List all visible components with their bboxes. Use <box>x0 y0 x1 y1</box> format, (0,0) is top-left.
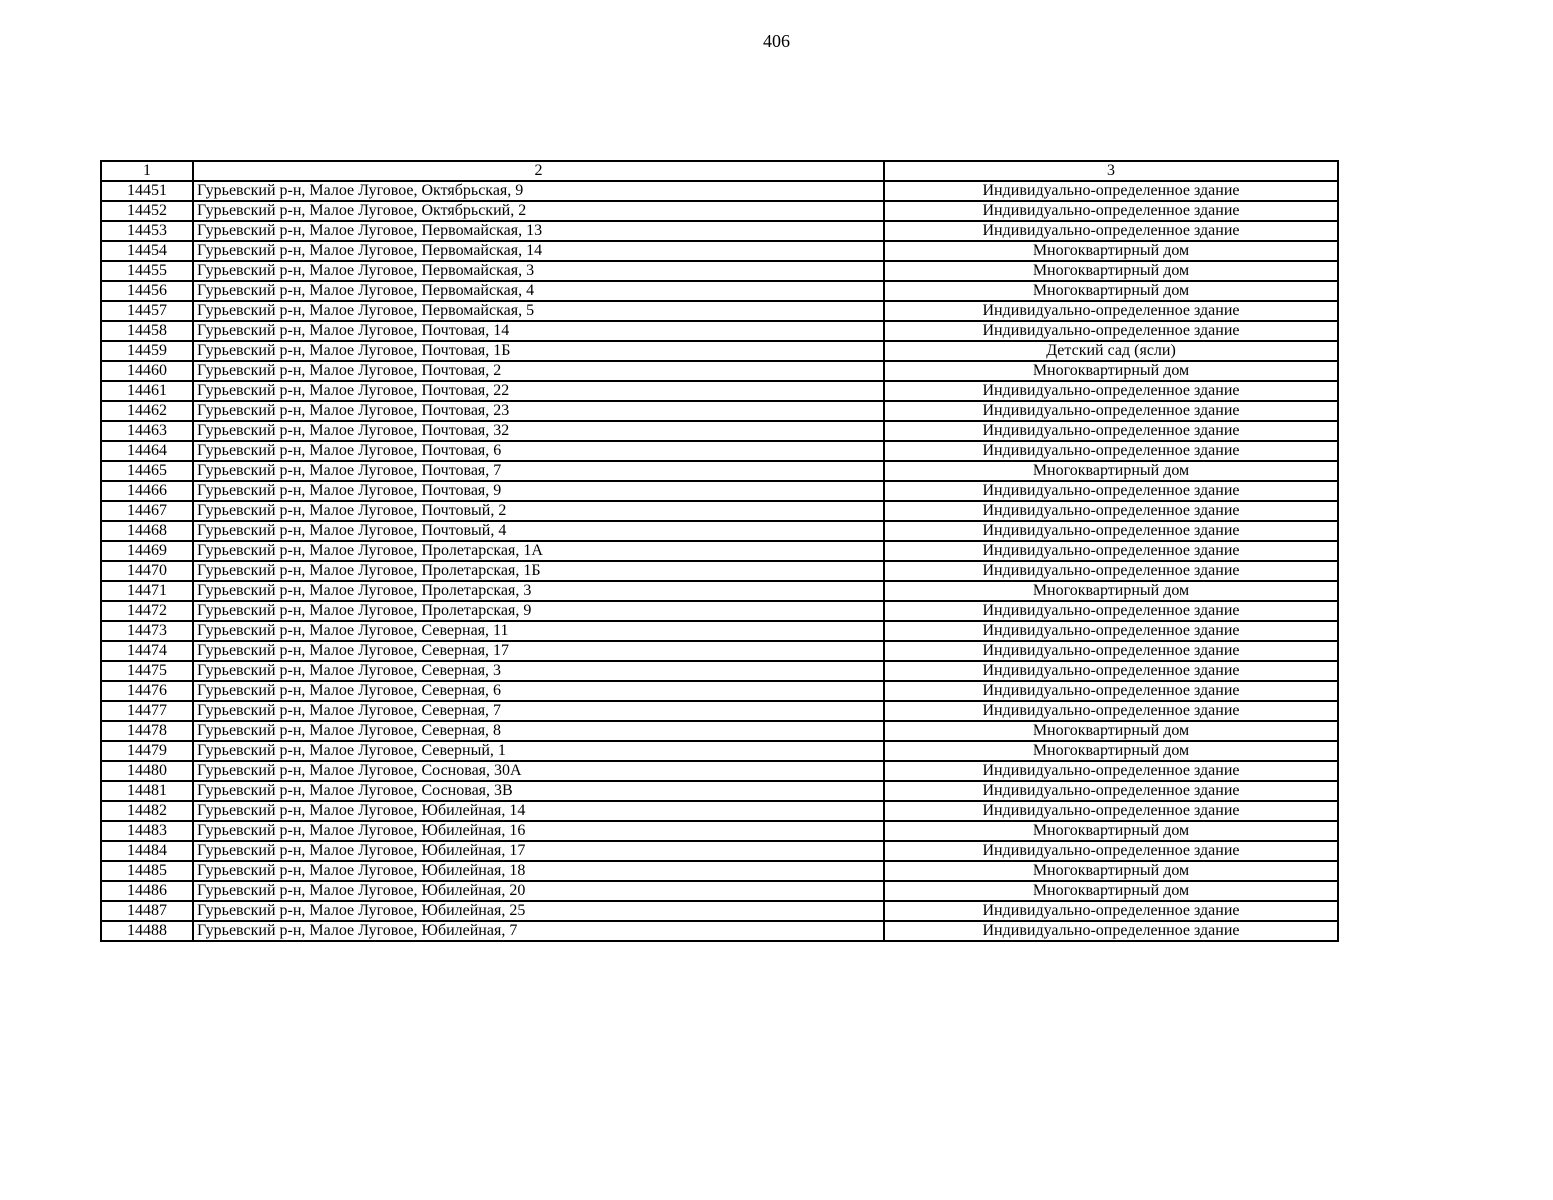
table-row <box>101 601 1338 621</box>
row-type-cell: Индивидуально-определенное здание <box>884 381 1338 401</box>
row-type-cell: Многоквартирный дом <box>884 241 1338 261</box>
table-row <box>101 581 1338 601</box>
row-type-cell: Многоквартирный дом <box>884 581 1338 601</box>
row-address-cell: Гурьевский р-н, Малое Луговое, Почтовая, 9 <box>193 481 884 501</box>
row-id-cell: 14455 <box>101 261 193 281</box>
row-address-cell: Гурьевский р-н, Малое Луговое, Северная, 6 <box>193 681 884 701</box>
table-row <box>101 541 1338 561</box>
table-row <box>101 301 1338 321</box>
row-type-cell: Многоквартирный дом <box>884 361 1338 381</box>
row-address-cell: Гурьевский р-н, Малое Луговое, Октябрьская, 9 <box>193 181 884 201</box>
row-id-cell: 14470 <box>101 561 193 581</box>
row-type-cell: Индивидуально-определенное здание <box>884 661 1338 681</box>
column-header-2: 2 <box>193 161 884 181</box>
table-row <box>101 261 1338 281</box>
row-type-cell: Индивидуально-определенное здание <box>884 621 1338 641</box>
table-row <box>101 321 1338 341</box>
row-address-cell: Гурьевский р-н, Малое Луговое, Первомайская, 5 <box>193 301 884 321</box>
table-row <box>101 501 1338 521</box>
table-row <box>101 741 1338 761</box>
table-row <box>101 861 1338 881</box>
row-address-cell: Гурьевский р-н, Малое Луговое, Пролетарская, 1Б <box>193 561 884 581</box>
row-id-cell: 14456 <box>101 281 193 301</box>
row-type-cell: Индивидуально-определенное здание <box>884 681 1338 701</box>
row-type-cell: Индивидуально-определенное здание <box>884 421 1338 441</box>
row-address-cell: Гурьевский р-н, Малое Луговое, Юбилейная, 16 <box>193 821 884 841</box>
row-id-cell: 14474 <box>101 641 193 661</box>
row-id-cell: 14487 <box>101 901 193 921</box>
row-type-cell: Индивидуально-определенное здание <box>884 521 1338 541</box>
table-row <box>101 921 1338 941</box>
row-type-cell: Детский сад (ясли) <box>884 341 1338 361</box>
row-address-cell: Гурьевский р-н, Малое Луговое, Юбилейная, 20 <box>193 881 884 901</box>
table-row <box>101 521 1338 541</box>
row-id-cell: 14481 <box>101 781 193 801</box>
row-type-cell: Индивидуально-определенное здание <box>884 761 1338 781</box>
row-id-cell: 14471 <box>101 581 193 601</box>
column-header-1: 1 <box>101 161 193 181</box>
row-address-cell: Гурьевский р-н, Малое Луговое, Северный, 1 <box>193 741 884 761</box>
row-address-cell: Гурьевский р-н, Малое Луговое, Северная, 11 <box>193 621 884 641</box>
table-body <box>101 161 1338 941</box>
row-address-cell: Гурьевский р-н, Малое Луговое, Почтовая, 32 <box>193 421 884 441</box>
row-type-cell: Индивидуально-определенное здание <box>884 541 1338 561</box>
row-id-cell: 14477 <box>101 701 193 721</box>
row-id-cell: 14462 <box>101 401 193 421</box>
row-address-cell: Гурьевский р-н, Малое Луговое, Первомайская, 3 <box>193 261 884 281</box>
row-address-cell: Гурьевский р-н, Малое Луговое, Юбилейная, 7 <box>193 921 884 941</box>
row-address-cell: Гурьевский р-н, Малое Луговое, Северная, 7 <box>193 701 884 721</box>
row-type-cell: Индивидуально-определенное здание <box>884 401 1338 421</box>
row-id-cell: 14463 <box>101 421 193 441</box>
row-id-cell: 14475 <box>101 661 193 681</box>
table-row <box>101 661 1338 681</box>
row-address-cell: Гурьевский р-н, Малое Луговое, Почтовая, 1Б <box>193 341 884 361</box>
row-address-cell: Гурьевский р-н, Малое Луговое, Сосновая, 30А <box>193 761 884 781</box>
row-address-cell: Гурьевский р-н, Малое Луговое, Почтовая, 14 <box>193 321 884 341</box>
row-address-cell: Гурьевский р-н, Малое Луговое, Первомайская, 4 <box>193 281 884 301</box>
table-row <box>101 281 1338 301</box>
row-type-cell: Индивидуально-определенное здание <box>884 561 1338 581</box>
row-type-cell: Многоквартирный дом <box>884 881 1338 901</box>
row-type-cell: Многоквартирный дом <box>884 461 1338 481</box>
row-id-cell: 14485 <box>101 861 193 881</box>
table-row <box>101 401 1338 421</box>
row-type-cell: Индивидуально-определенное здание <box>884 701 1338 721</box>
column-header-3: 3 <box>884 161 1338 181</box>
row-type-cell: Индивидуально-определенное здание <box>884 501 1338 521</box>
row-address-cell: Гурьевский р-н, Малое Луговое, Юбилейная, 17 <box>193 841 884 861</box>
table-row <box>101 441 1338 461</box>
table-row <box>101 221 1338 241</box>
row-type-cell: Индивидуально-определенное здание <box>884 781 1338 801</box>
table-row <box>101 821 1338 841</box>
row-id-cell: 14466 <box>101 481 193 501</box>
row-address-cell: Гурьевский р-н, Малое Луговое, Юбилейная, 18 <box>193 861 884 881</box>
row-type-cell: Индивидуально-определенное здание <box>884 921 1338 941</box>
row-id-cell: 14452 <box>101 201 193 221</box>
row-address-cell: Гурьевский р-н, Малое Луговое, Первомайская, 13 <box>193 221 884 241</box>
row-address-cell: Гурьевский р-н, Малое Луговое, Почтовый, 4 <box>193 521 884 541</box>
row-id-cell: 14454 <box>101 241 193 261</box>
row-address-cell: Гурьевский р-н, Малое Луговое, Северная, 17 <box>193 641 884 661</box>
row-id-cell: 14469 <box>101 541 193 561</box>
row-type-cell: Индивидуально-определенное здание <box>884 841 1338 861</box>
row-address-cell: Гурьевский р-н, Малое Луговое, Пролетарская, 1А <box>193 541 884 561</box>
table-row <box>101 781 1338 801</box>
table-row <box>101 241 1338 261</box>
table-row <box>101 681 1338 701</box>
row-type-cell: Многоквартирный дом <box>884 261 1338 281</box>
row-type-cell: Индивидуально-определенное здание <box>884 801 1338 821</box>
row-type-cell: Индивидуально-определенное здание <box>884 641 1338 661</box>
row-id-cell: 14482 <box>101 801 193 821</box>
row-id-cell: 14457 <box>101 301 193 321</box>
table-row <box>101 641 1338 661</box>
row-id-cell: 14480 <box>101 761 193 781</box>
row-id-cell: 14461 <box>101 381 193 401</box>
registry-table <box>100 160 1339 942</box>
table-row <box>101 481 1338 501</box>
row-address-cell: Гурьевский р-н, Малое Луговое, Северная, 8 <box>193 721 884 741</box>
row-type-cell: Многоквартирный дом <box>884 821 1338 841</box>
row-address-cell: Гурьевский р-н, Малое Луговое, Сосновая, 3В <box>193 781 884 801</box>
table-row <box>101 381 1338 401</box>
table-row <box>101 201 1338 221</box>
table-row <box>101 421 1338 441</box>
table-row <box>101 561 1338 581</box>
row-id-cell: 14467 <box>101 501 193 521</box>
row-address-cell: Гурьевский р-н, Малое Луговое, Октябрьский, 2 <box>193 201 884 221</box>
row-id-cell: 14472 <box>101 601 193 621</box>
row-address-cell: Гурьевский р-н, Малое Луговое, Пролетарская, 9 <box>193 601 884 621</box>
row-address-cell: Гурьевский р-н, Малое Луговое, Почтовая, 22 <box>193 381 884 401</box>
row-type-cell: Индивидуально-определенное здание <box>884 901 1338 921</box>
row-type-cell: Многоквартирный дом <box>884 861 1338 881</box>
row-address-cell: Гурьевский р-н, Малое Луговое, Почтовая, 2 <box>193 361 884 381</box>
row-id-cell: 14479 <box>101 741 193 761</box>
row-id-cell: 14486 <box>101 881 193 901</box>
row-type-cell: Индивидуально-определенное здание <box>884 301 1338 321</box>
table-row <box>101 181 1338 201</box>
row-address-cell: Гурьевский р-н, Малое Луговое, Пролетарская, 3 <box>193 581 884 601</box>
table-row <box>101 721 1338 741</box>
row-id-cell: 14458 <box>101 321 193 341</box>
row-id-cell: 14464 <box>101 441 193 461</box>
table-row <box>101 701 1338 721</box>
row-type-cell: Многоквартирный дом <box>884 721 1338 741</box>
table-row <box>101 461 1338 481</box>
table-row <box>101 761 1338 781</box>
row-type-cell: Многоквартирный дом <box>884 741 1338 761</box>
table-row <box>101 841 1338 861</box>
page-number: 406 <box>763 31 790 51</box>
table-row <box>101 881 1338 901</box>
row-address-cell: Гурьевский р-н, Малое Луговое, Почтовая, 23 <box>193 401 884 421</box>
row-id-cell: 14451 <box>101 181 193 201</box>
table-row <box>101 341 1338 361</box>
row-type-cell: Индивидуально-определенное здание <box>884 321 1338 341</box>
row-type-cell: Индивидуально-определенное здание <box>884 601 1338 621</box>
row-type-cell: Индивидуально-определенное здание <box>884 481 1338 501</box>
row-address-cell: Гурьевский р-н, Малое Луговое, Почтовая, 7 <box>193 461 884 481</box>
row-id-cell: 14483 <box>101 821 193 841</box>
row-id-cell: 14478 <box>101 721 193 741</box>
row-address-cell: Гурьевский р-н, Малое Луговое, Северная, 3 <box>193 661 884 681</box>
row-type-cell: Индивидуально-определенное здание <box>884 201 1338 221</box>
row-id-cell: 14468 <box>101 521 193 541</box>
row-id-cell: 14484 <box>101 841 193 861</box>
row-id-cell: 14476 <box>101 681 193 701</box>
table-row <box>101 801 1338 821</box>
row-id-cell: 14459 <box>101 341 193 361</box>
table-row <box>101 901 1338 921</box>
row-id-cell: 14473 <box>101 621 193 641</box>
table-row <box>101 621 1338 641</box>
table-row <box>101 361 1338 381</box>
row-id-cell: 14488 <box>101 921 193 941</box>
row-id-cell: 14460 <box>101 361 193 381</box>
row-address-cell: Гурьевский р-н, Малое Луговое, Почтовая, 6 <box>193 441 884 461</box>
row-address-cell: Гурьевский р-н, Малое Луговое, Первомайская, 14 <box>193 241 884 261</box>
row-type-cell: Многоквартирный дом <box>884 281 1338 301</box>
row-id-cell: 14453 <box>101 221 193 241</box>
row-address-cell: Гурьевский р-н, Малое Луговое, Почтовый, 2 <box>193 501 884 521</box>
row-address-cell: Гурьевский р-н, Малое Луговое, Юбилейная, 25 <box>193 901 884 921</box>
row-id-cell: 14465 <box>101 461 193 481</box>
row-type-cell: Индивидуально-определенное здание <box>884 221 1338 241</box>
row-address-cell: Гурьевский р-н, Малое Луговое, Юбилейная, 14 <box>193 801 884 821</box>
row-type-cell: Индивидуально-определенное здание <box>884 441 1338 461</box>
table-header-row <box>101 161 1338 181</box>
row-type-cell: Индивидуально-определенное здание <box>884 181 1338 201</box>
